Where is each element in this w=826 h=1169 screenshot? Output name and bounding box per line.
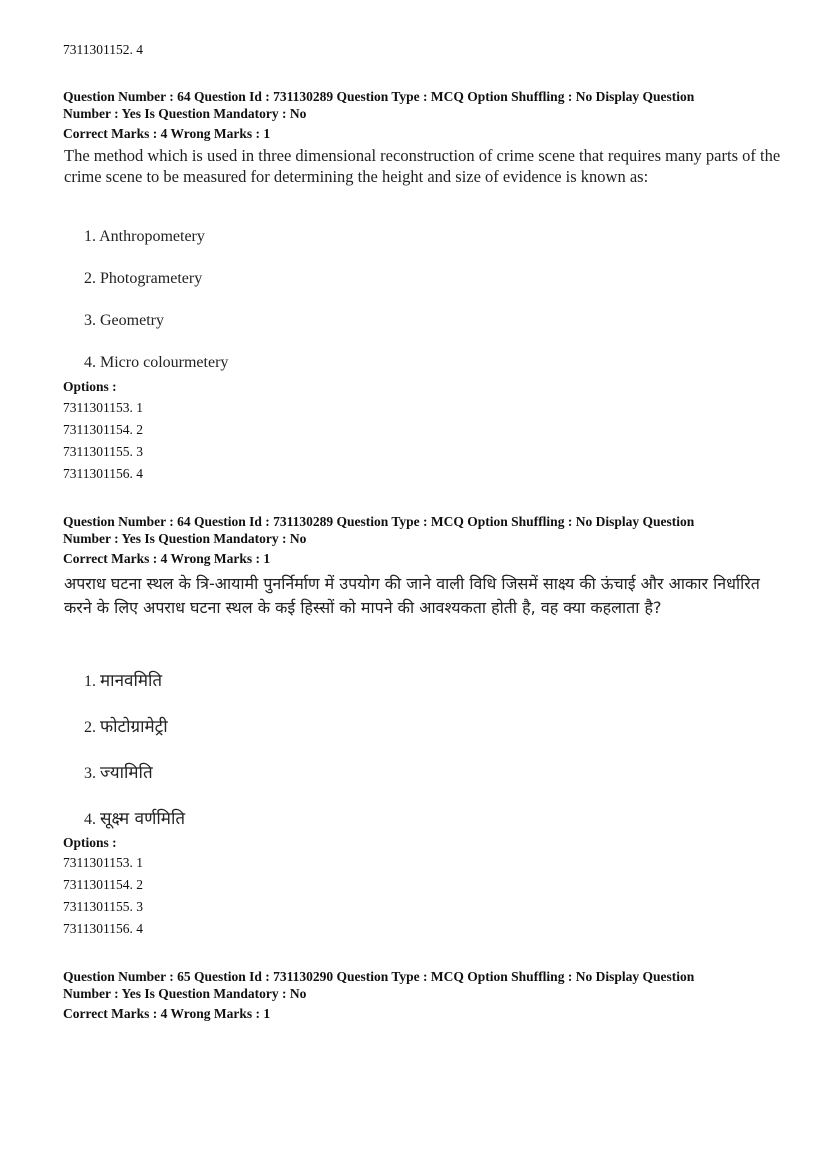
q64hi-option-4: 7311301156. 4	[63, 921, 143, 936]
choice-text: मानवमिति	[100, 671, 163, 691]
q64-option-4: 7311301156. 4	[63, 466, 143, 481]
q64hi-options-label: Options :	[63, 835, 117, 850]
q65-header-line2: Number : Yes Is Question Mandatory : No	[63, 986, 307, 1001]
choice-text: सूक्ष्म वर्णमिति	[100, 809, 186, 829]
q64-header-line1: Question Number : 64 Question Id : 731130289 Question Type : MCQ Option Shuffling : No Display Question	[63, 89, 695, 104]
q64hi-choice-1	[84, 668, 162, 691]
choice-number: 3.	[84, 765, 96, 782]
q64-option-3: 7311301155. 3	[63, 444, 143, 459]
prev-option-line: 7311301152. 4	[63, 42, 143, 57]
q64hi-choice-2	[84, 714, 168, 737]
q64hi-header-line1: Question Number : 64 Question Id : 731130289 Question Type : MCQ Option Shuffling : No Display Question	[63, 514, 695, 529]
choice-text: Anthropometery	[99, 228, 205, 245]
q64hi-option-1: 7311301153. 1	[63, 855, 143, 870]
q64-choice-1	[84, 228, 205, 246]
q64-choice-4	[84, 354, 228, 372]
choice-text: Micro colourmetery	[100, 354, 229, 371]
q64-option-2: 7311301154. 2	[63, 422, 143, 437]
q64hi-choice-4	[84, 806, 185, 829]
choice-text: Geometry	[100, 312, 164, 329]
choice-number: 1.	[84, 228, 96, 245]
choice-number: 2.	[84, 719, 96, 736]
q64hi-option-2: 7311301154. 2	[63, 877, 143, 892]
q64hi-marks: Correct Marks : 4 Wrong Marks : 1	[63, 551, 271, 566]
choice-text: फोटोग्रामेट्री	[100, 717, 168, 737]
q64-choice-3	[84, 312, 164, 330]
choice-text: ज्यामिति	[100, 763, 153, 783]
q64-question-text-hi: अपराध घटना स्थल के त्रि-आयामी पुनर्निर्माण में उपयोग की जाने वाली विधि जिसमें साक्ष्य की ऊंचाई और आकार निर्धारित करने के लिए अपराध घटना स्थल के कई हिस्सों को मापने की आवश्यकता होती है, वह क्या कहलाता है?	[64, 574, 760, 617]
q64-header-line2: Number : Yes Is Question Mandatory : No	[63, 106, 307, 121]
choice-number: 4.	[84, 811, 96, 828]
choice-number: 2.	[84, 270, 96, 287]
choice-text: Photogrametery	[100, 270, 203, 287]
q64-question-text-en: The method which is used in three dimensional reconstruction of crime scene that requires many parts of the crime scene to be measured for determining the height and size of evidence is known as:	[64, 146, 781, 186]
q64-option-1: 7311301153. 1	[63, 400, 143, 415]
q65-header-line1: Question Number : 65 Question Id : 731130290 Question Type : MCQ Option Shuffling : No Display Question	[63, 969, 695, 984]
q64-choice-2	[84, 270, 202, 288]
choice-number: 1.	[84, 673, 96, 690]
choice-number: 4.	[84, 354, 96, 371]
q64hi-option-3: 7311301155. 3	[63, 899, 143, 914]
choice-number: 3.	[84, 312, 96, 329]
q64hi-header-line2: Number : Yes Is Question Mandatory : No	[63, 531, 307, 546]
q64-marks: Correct Marks : 4 Wrong Marks : 1	[63, 126, 271, 141]
q65-marks: Correct Marks : 4 Wrong Marks : 1	[63, 1006, 271, 1021]
q64hi-choice-3	[84, 760, 153, 783]
q64-options-label: Options :	[63, 379, 117, 394]
